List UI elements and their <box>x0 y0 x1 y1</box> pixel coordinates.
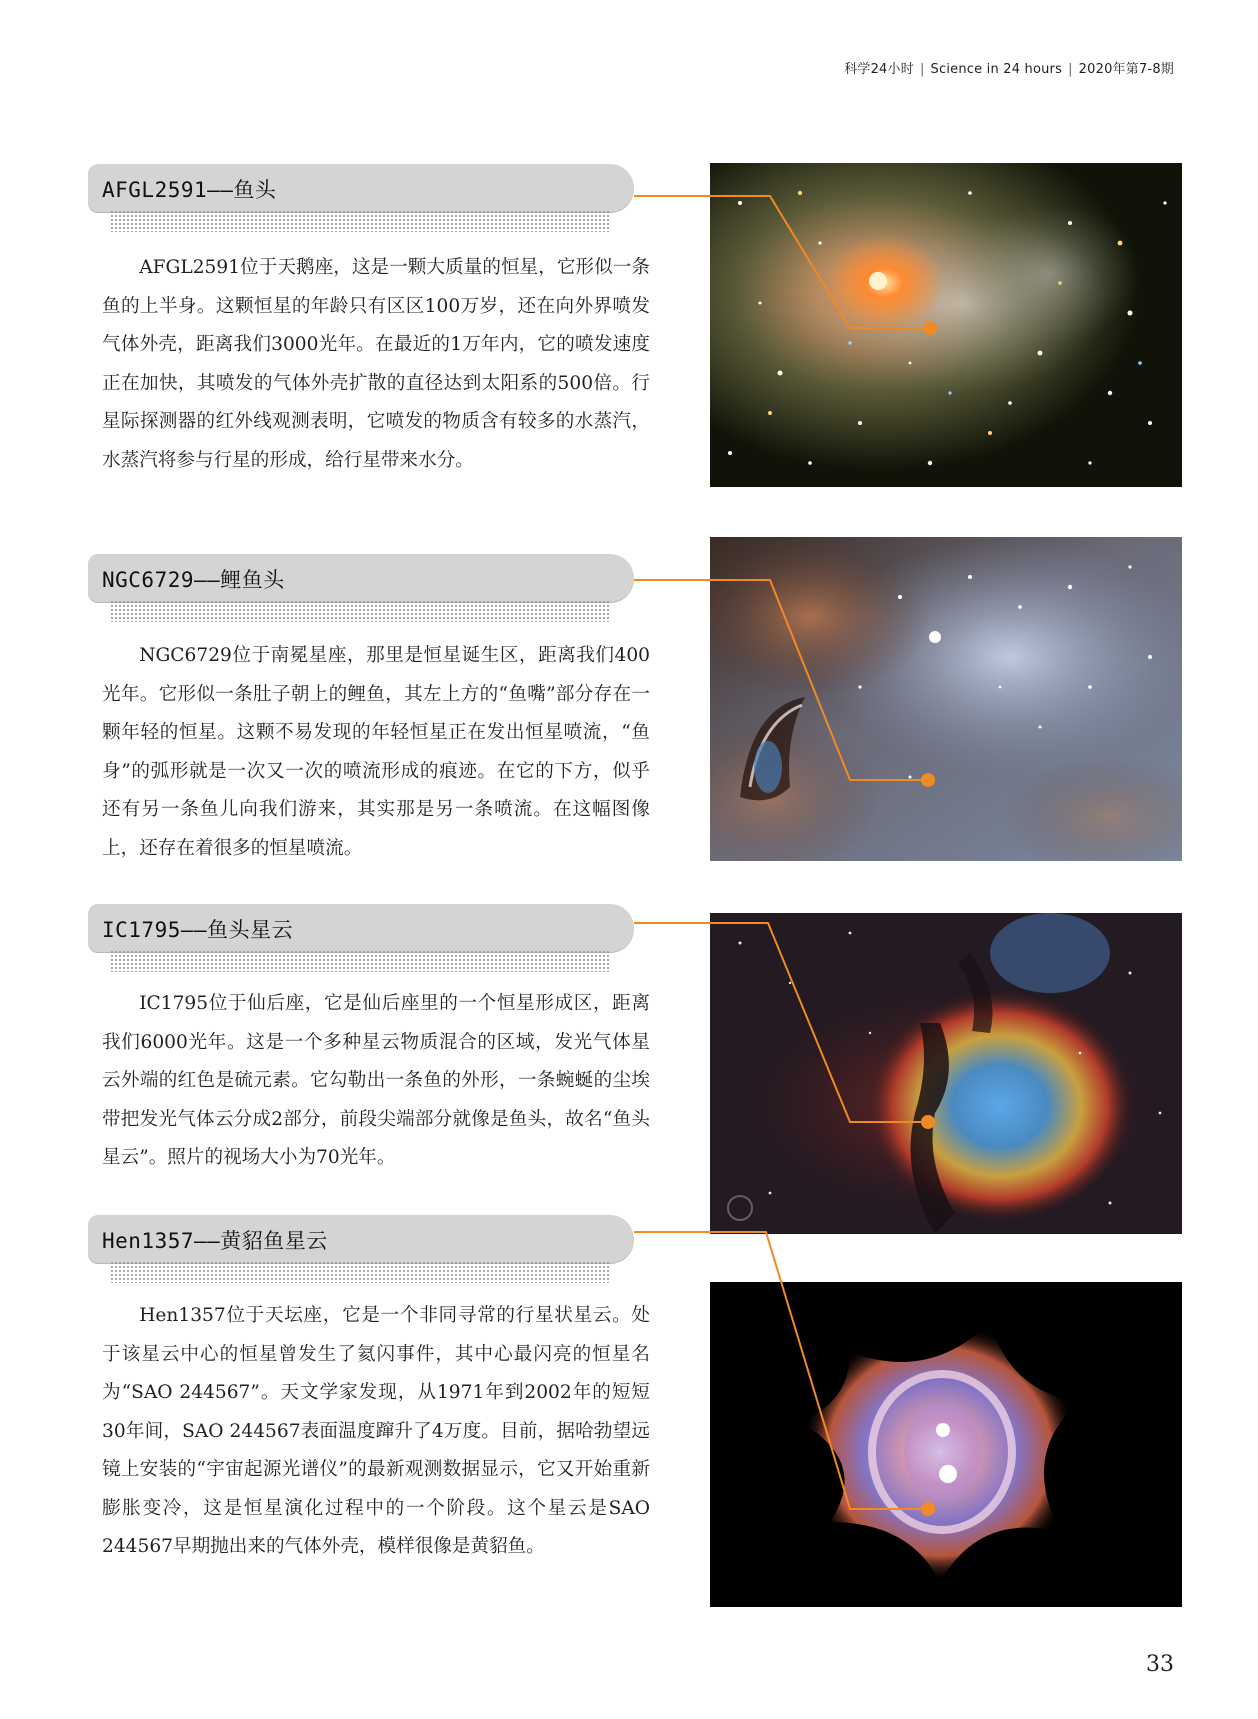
section-tab-hen1357 <box>88 1215 634 1263</box>
section-paragraph: NGC6729位于南冕星座，那里是恒星诞生区，距离我们400光年。它形似一条肚子朝上的鲤鱼，其左上方的“鱼嘴”部分存在一颗年轻的恒星。这颗不易发现的年轻恒星正在发出恒星喷流，“鱼身”的弧形就是一次又一次的喷流形成的痕迹。在它的下方，似乎还有另一条鱼儿向我们游来，其实那是另一条喷流。在这幅图像上，还存在着很多的恒星喷流。 <box>102 645 650 859</box>
page-number: 33 <box>1146 1652 1174 1677</box>
dot-pattern-divider <box>110 600 610 622</box>
section-body-ngc6729 <box>102 637 650 868</box>
section-title: IC1795——鱼头星云 <box>102 918 294 942</box>
section-title: NGC6729——鲤鱼头 <box>102 568 285 592</box>
section-tab-afgl2591 <box>88 164 634 212</box>
magazine-english-name: Science in 24 hours <box>930 62 1063 77</box>
section-body-afgl2591 <box>102 249 650 480</box>
photo-afgl2591 <box>710 163 1182 487</box>
section-paragraph: IC1795位于仙后座，它是仙后座里的一个恒星形成区，距离我们6000光年。这是一个多种星云物质混合的区域，发光气体星云外端的红色是硫元素。它勾勒出一条鱼的外形，一条蜿蜒的尘埃带把发光气体云分成2部分，前段尖端部分就像是鱼头，故名“鱼头星云”。照片的视场大小为70光年。 <box>102 993 650 1168</box>
photo-ngc6729 <box>710 537 1182 861</box>
magazine-name: 科学24小时 <box>844 62 914 77</box>
section-body-ic1795 <box>102 985 650 1178</box>
dot-pattern-divider <box>110 1261 610 1283</box>
section-title: Hen1357——黄貂鱼星云 <box>102 1229 328 1253</box>
photo-hen1357 <box>710 1282 1182 1607</box>
section-title: AFGL2591——鱼头 <box>102 178 277 202</box>
issue-number: 2020年第7-8期 <box>1078 62 1174 77</box>
section-body-hen1357 <box>102 1297 650 1567</box>
photo-ic1795 <box>710 913 1182 1234</box>
dot-pattern-divider <box>110 210 610 232</box>
section-tab-ic1795 <box>88 904 634 952</box>
dot-pattern-divider <box>110 950 610 972</box>
section-paragraph: Hen1357位于天坛座，它是一个非同寻常的行星状星云。处于该星云中心的恒星曾发生了氦闪事件，其中心最闪亮的恒星名为“SAO 244567”。天文学家发现，从1971年到2002年的短短30年间，SAO 244567表面温度蹿升了4万度。目前，据哈勃望远镜上安装的“宇宙起源光谱仪”的最新观测数据显示，它又开始重新膨胀变冷，这是恒星演化过程中的一个阶段。这个星云是SAO 244567早期抛出来的气体外壳，模样很像是黄貂鱼。 <box>102 1305 650 1557</box>
section-tab-ngc6729 <box>88 554 634 602</box>
section-paragraph: AFGL2591位于天鹅座，这是一颗大质量的恒星，它形似一条鱼的上半身。这颗恒星的年龄只有区区100万岁，还在向外界喷发气体外壳，距离我们3000光年。在最近的1万年内，它的喷发速度正在加快，其喷发的气体外壳扩散的直径达到太阳系的500倍。行星际探测器的红外线观测表明，它喷发的物质含有较多的水蒸汽，水蒸汽将参与行星的形成，给行星带来水分。 <box>102 257 650 471</box>
running-header: 科学24小时 | Science in 24 hours | 2020年第7-8期 <box>844 62 1174 77</box>
